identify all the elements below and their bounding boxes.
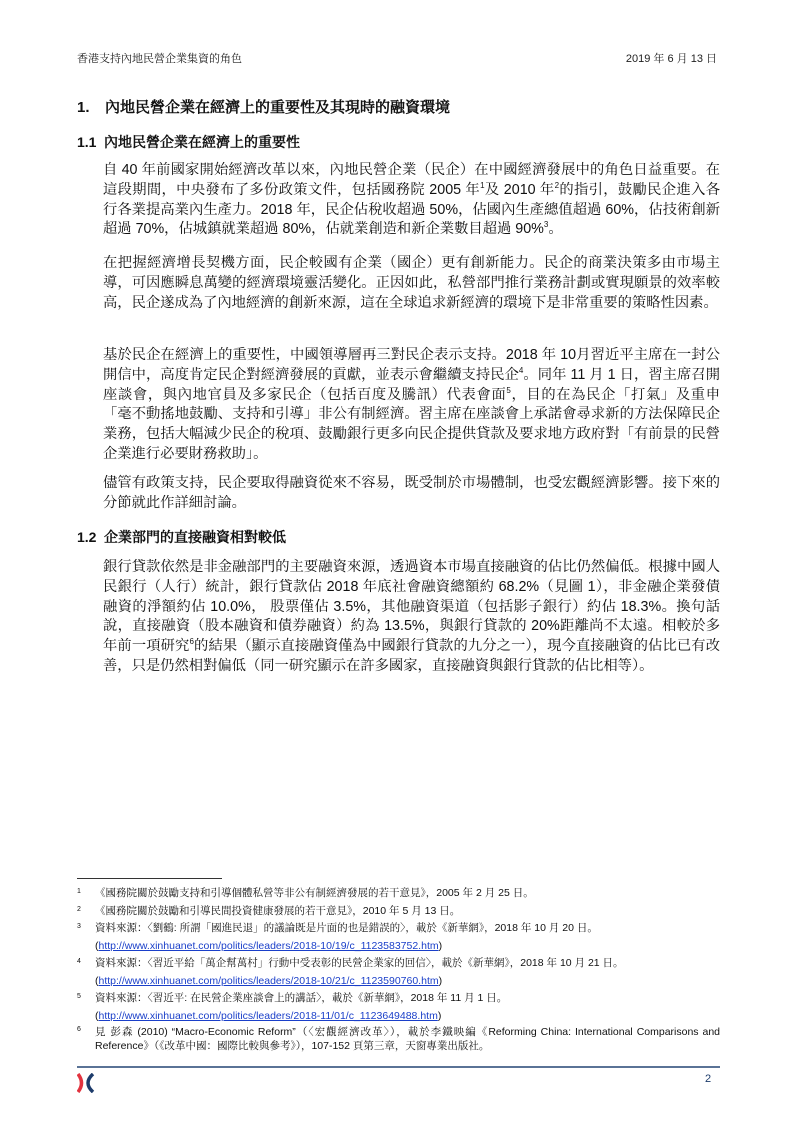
footnote-number: 1 bbox=[77, 888, 81, 895]
text: 自 40 年前國家開始經濟改革以來，內地民營企業（民企）在中國經濟發展中的角色日益重要。在這段期間，中央發布了多份政策文件，包括國務院 2005 年 bbox=[103, 162, 720, 198]
footnote-ref[interactable]: 3 bbox=[543, 220, 549, 230]
footnote-2 bbox=[77, 903, 720, 921]
footnote-text: 見 彭森 (2010) “Macro-Economic Reform”（〈宏觀經濟改革〉），載於李鐵映編《Reforming China: International Comparisons and Reference》（《改革中國：國際比較與參考》），107-152 頁第三章，天窗專業出版社。 bbox=[95, 1026, 720, 1052]
footnote-text: 《國務院關於鼓勵支持和引導個體私營等非公有制經濟發展的若干意見》，2005 年 2 月 25 日。 bbox=[95, 887, 534, 899]
footnote-1 bbox=[77, 885, 720, 903]
footnote-number: 4 bbox=[77, 958, 81, 965]
footnote-5: 5 資料來源：〈習近平: 在民營企業座談會上的講話〉，載於《新華網》，2018 年 11 月 1 日。 (http://www.xinhuanet.com/politics/leaders/2018-11/01/c_1123649488.htm) bbox=[77, 990, 720, 1025]
text: ，目的在為民企「打氣」及重申「毫不動搖地鼓勵、支持和引導」非公有制經濟。習主席在座談會上承諾會尋求新的方法保障民企業務，包括大幅減少民企的稅項、鼓勵銀行更多向民企提供貸款及要求地方政府對「有前景的民營企業進行必要財務救助」。 bbox=[103, 386, 721, 462]
header-date: 2019 年 6 月 13 日 bbox=[625, 53, 717, 65]
footnote-ref[interactable]: 6 bbox=[189, 637, 194, 647]
text: 。 bbox=[548, 221, 563, 238]
hkex-logo-icon bbox=[77, 1073, 95, 1093]
header-title: 香港支持內地民營企業集資的角色 bbox=[77, 53, 242, 65]
section-title: 內地民營企業在經濟上的重要性 bbox=[104, 134, 300, 150]
section-number: 1.1 bbox=[77, 134, 97, 150]
text: 的結果（顯示直接融資僅為中國銀行貸款的九分之一），現今直接融資的佔比已有改善，只是仍然相對偏低（同一研究顯示在許多國家，直接融資與銀行貸款的佔比相等）。 bbox=[103, 638, 720, 674]
footnote-number: 6 bbox=[77, 1026, 81, 1033]
footnote-number: 2 bbox=[77, 906, 81, 913]
paragraph-4: 儘管有政策支持，民企要取得融資從來不容易，既受制於市場體制，也受宏觀經濟影響。接下來的分節就此作詳細討論。 bbox=[103, 475, 720, 511]
footnote-text: 資料來源：〈習近平給「萬企幫萬村」行動中受表彰的民營企業家的回信〉，載於《新華網》，2018 年 10 月 21 日。 bbox=[95, 957, 624, 969]
section-number: 1.2 bbox=[77, 529, 97, 545]
paragraph-3 bbox=[103, 346, 720, 465]
footnote-divider bbox=[77, 878, 222, 879]
section-number: 1. bbox=[77, 99, 90, 116]
section-title: 內地民營企業在經濟上的重要性及其現時的融資環境 bbox=[105, 99, 451, 116]
footnote-number: 5 bbox=[77, 993, 81, 1000]
footer-divider bbox=[77, 1066, 720, 1068]
text: 基於民企在經濟上的重要性，中國領導層再三對民企表示支持。2018 年 10月習近平主席在一封公開信中，高度肯定民企對經濟發展的貢獻，並表示會繼續支持民企 bbox=[103, 347, 720, 383]
text: 。同年 11 月 1 日，習主席召開座談會，與內地官員及多家民企（包括百度及騰訊）代表會面 bbox=[103, 366, 720, 403]
section-heading-1 bbox=[77, 96, 450, 117]
paragraph-2: 在把握經濟增長契機方面，民企較國有企業（國企）更有創新能力。民企的商業決策多由市場主導，可因應瞬息萬變的經濟環境靈活變化。正因如此，私營部門推行業務計劃或實現願景的效率較高，民企遂成為了內地經濟的創新來源，這在全球追求新經濟的環境下是非常重要的策略性因素。 bbox=[103, 255, 720, 311]
section-heading-1-2 bbox=[77, 527, 286, 547]
section-title: 企業部門的直接融資相對較低 bbox=[104, 529, 286, 545]
footnote-number: 3 bbox=[77, 923, 81, 930]
footnote-ref[interactable]: 2 bbox=[554, 181, 560, 191]
text: 銀行貸款依然是非金融部門的主要融資來源，透過資本市場直接融資的佔比仍然偏低。根據中國人民銀行（人行）統計，銀行貸款佔 2018 年底社會融資總額約 68.2%（見圖 1），非金融企業發債融資的淨額約佔 10.0%， 股票僅佔 3.5%，其他融資渠道（包括影子銀行）約佔 18.3%。換句話說，直接融資（股本融資和債券融資）約為 13.5%，與銀行貸款的 20%距離尚不太遠。相較於多年前一項研究 bbox=[103, 559, 720, 655]
text: 及 2010 年 bbox=[484, 181, 555, 198]
footnote-text: 《國務院關於鼓勵和引導民間投資健康發展的若干意見》，2010 年 5 月 13 日。 bbox=[95, 905, 461, 917]
footnote-4: 4 資料來源：〈習近平給「萬企幫萬村」行動中受表彰的民營企業家的回信〉，載於《新華網》，2018 年 10 月 21 日。 (http://www.xinhuanet.com/politics/leaders/2018-10/21/c_1123590760.htm) bbox=[77, 955, 720, 990]
footnote-text: 資料來源：〈劉鶴: 所謂「國進民退」的議論既是片面的也是錯誤的〉，載於《新華網》，2018 年 10 月 20 日。 bbox=[95, 922, 598, 934]
footnote-6 bbox=[77, 1025, 720, 1053]
footnote-link[interactable]: http://www.xinhuanet.com/politics/leaders/2018-10/19/c_1123583752.htm bbox=[98, 939, 439, 952]
page-number: 2 bbox=[705, 1073, 712, 1085]
text: 的指引，鼓勵民企進入各行各業提高業內生產力。2018 年，民企佔稅收超過 50%，佔國內生產總值超過 60%，佔技術創新超過 70%，佔城鎮就業超過 80%，佔就業創造和新企業數目超過 90% bbox=[103, 181, 721, 238]
footnote-text: 資料來源：〈習近平: 在民營企業座談會上的講話〉，載於《新華網》，2018 年 11 月 1 日。 bbox=[95, 992, 508, 1004]
footnote-link[interactable]: http://www.xinhuanet.com/politics/leaders/2018-11/01/c_1123649488.htm bbox=[98, 1009, 438, 1022]
footnote-ref[interactable]: 4 bbox=[518, 366, 524, 376]
paragraph-5 bbox=[103, 558, 720, 677]
paragraph-1 bbox=[103, 161, 720, 240]
footnote-ref[interactable]: 5 bbox=[506, 385, 511, 395]
footnote-link[interactable]: http://www.xinhuanet.com/politics/leaders/2018-10/21/c_1123590760.htm bbox=[98, 974, 439, 987]
footnote-ref[interactable]: 1 bbox=[480, 181, 485, 191]
footnote-3: 3 資料來源：〈劉鶴: 所謂「國進民退」的議論既是片面的也是錯誤的〉，載於《新華網》，2018 年 10 月 20 日。 (http://www.xinhuanet.com/politics/leaders/2018-10/19/c_1123583752.htm) bbox=[77, 920, 720, 955]
section-heading-1-1 bbox=[77, 132, 300, 152]
